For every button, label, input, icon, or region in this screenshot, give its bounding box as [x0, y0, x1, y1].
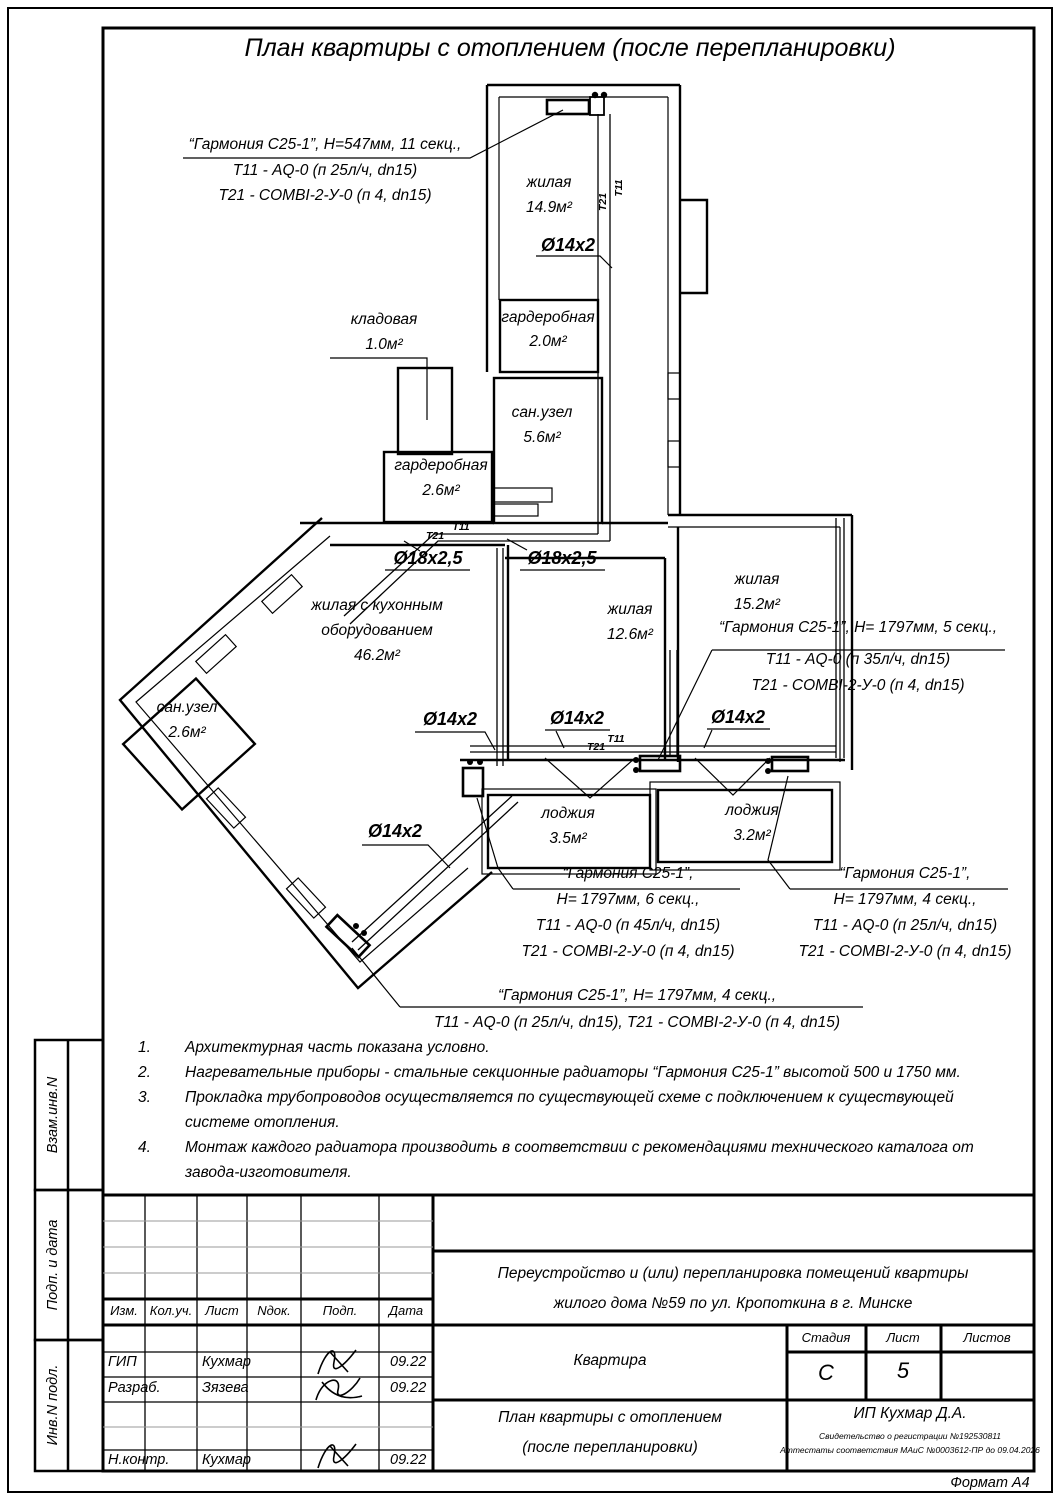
- stamp-project-line1: Переустройство и (или) перепланировка помещений квартиры: [497, 1265, 969, 1282]
- note-2-number: 2.: [138, 1064, 151, 1081]
- radiator-note-right5-line2: Т11 - AQ-0 (п 35л/ч, dn15): [765, 651, 951, 668]
- room-storage10-area: 1.0м²: [365, 336, 403, 353]
- room-ward26-name: гардеробная: [394, 457, 488, 474]
- stamp-sheets-label: Листов: [963, 1330, 1011, 1345]
- room-loggia32-name: лоджия: [725, 802, 779, 819]
- note-2-text: Нагревательные приборы - стальные секционные радиаторы “Гармония С25-1” высотой 500 и 1750 мм.: [185, 1064, 961, 1081]
- room-san26-area: 2.6м²: [168, 724, 206, 741]
- riser-tag-t21: Т21: [596, 192, 609, 212]
- stamp-sheet-value: 5: [896, 1358, 910, 1383]
- stamp-row-gip-name: Кухмар: [202, 1354, 251, 1370]
- note-4-line1: Монтаж каждого радиатора производить в соответствии с рекомендациями технического каталога от: [185, 1139, 974, 1156]
- radiator-note-right5-line1: “Гармония С25-1”, Н= 1797мм, 5 секц.,: [718, 619, 998, 636]
- stamp-row-nkontr-date: 09.22: [390, 1452, 427, 1468]
- note-1-text: Архитектурная часть показана условно.: [185, 1039, 490, 1056]
- pipe-label-d14-row1: Ø14x2: [422, 709, 478, 729]
- room-ward20-area: 2.0м²: [529, 333, 567, 350]
- room-ward20-name: гардеробная: [501, 309, 595, 326]
- stamp-col-ndok: Nдок.: [257, 1303, 291, 1318]
- note-3-number: 3.: [138, 1089, 151, 1106]
- stamp-stage-value: С: [818, 1360, 834, 1385]
- note-3-line2: системе отопления.: [185, 1114, 340, 1131]
- radiator-note-top-line2: Т11 - AQ-0 (п 25л/ч, dn15): [232, 162, 418, 179]
- radiator-note-right5-line3: Т21 - COMBI-2-У-0 (п 4, dn15): [751, 677, 965, 694]
- stamp-row-gip-role: ГИП: [108, 1354, 137, 1370]
- stamp-row-nkontr-role: Н.контр.: [108, 1452, 170, 1468]
- band-tag-t21: Т21: [425, 530, 445, 542]
- pipe-label-d14-top: Ø14x2: [540, 235, 596, 255]
- room-kitchen462-area: 46.2м²: [354, 647, 400, 664]
- room-ward26-area: 2.6м²: [422, 482, 460, 499]
- radiator-note-top-line3: Т21 - COMBI-2-У-0 (п 4, dn15): [218, 187, 432, 204]
- room-san56-name: сан.узел: [511, 404, 573, 421]
- stamp-drawing-line2: (после перепланировки): [522, 1439, 698, 1456]
- sheet-format: Формат А4: [950, 1475, 1030, 1491]
- stamp-row-razrab-name: Зязева: [202, 1380, 249, 1396]
- room-san56-area: 5.6м²: [523, 429, 561, 446]
- room-san26-name: сан.узел: [156, 699, 218, 716]
- radiator-note-bottom6-line2: Н= 1797мм, 6 секц.,: [556, 891, 700, 908]
- radiator-note-diag4-line1: “Гармония С25-1”, Н= 1797мм, 4 секц.,: [497, 987, 777, 1004]
- radiator-note-bottom6-line3: Т11 - AQ-0 (п 45л/ч, dn15): [535, 917, 721, 934]
- room-living126-name: жилая: [607, 601, 653, 618]
- room-kitchen462-line2: оборудованием: [321, 622, 433, 639]
- radiator-note-bottom4-line2: Н= 1797мм, 4 секц.,: [833, 891, 977, 908]
- note-3-line1: Прокладка трубопроводов осуществляется по существующей схеме с подключением к существующей: [185, 1089, 954, 1106]
- sheet-title: План квартиры с отоплением (после перепланировки): [244, 34, 896, 62]
- run-tag-t21: Т21: [586, 741, 606, 753]
- radiator-note-top-line1: “Гармония С25-1”, Н=547мм, 11 секц.,: [188, 136, 462, 153]
- riser-tag-t11: Т11: [612, 179, 625, 197]
- room-loggia32-area: 3.2м²: [733, 827, 771, 844]
- stamp-company-name: ИП Кухмар Д.А.: [853, 1405, 967, 1422]
- stamp-row-razrab-date: 09.22: [390, 1380, 427, 1396]
- side-stamp-vzam: Взам.инв.N: [44, 1076, 61, 1154]
- room-kitchen462-line1: жилая с кухонным: [311, 597, 443, 614]
- radiator-note-bottom4-line3: Т11 - AQ-0 (п 25л/ч, dn15): [812, 917, 998, 934]
- run-tag-t11: Т11: [607, 733, 625, 745]
- side-stamp-podp-data: Подп. и дата: [44, 1219, 61, 1311]
- room-living149-name: жилая: [526, 174, 572, 191]
- radiator-note-diag4-line2: Т11 - AQ-0 (п 25л/ч, dn15), Т21 - COMBI-2-У-0 (п 4, dn15): [433, 1014, 841, 1031]
- note-1-number: 1.: [138, 1039, 151, 1056]
- stamp-row-nkontr-name: Кухмар: [202, 1452, 251, 1468]
- pipe-label-d14-row2: Ø14x2: [549, 708, 605, 728]
- pipe-label-d14-row3: Ø14x2: [710, 707, 766, 727]
- stamp-row-razrab-role: Разраб.: [108, 1380, 161, 1396]
- stamp-col-data: Дата: [388, 1303, 424, 1318]
- stamp-row-gip-date: 09.22: [390, 1354, 427, 1370]
- band-tag-t11: Т11: [452, 521, 470, 533]
- radiator-note-bottom4-line1: “Гармония С25-1”,: [839, 865, 971, 882]
- room-living152-name: жилая: [734, 571, 780, 588]
- side-stamp-inv: Инв.N подл.: [44, 1364, 61, 1446]
- radiator-note-bottom6-line1: “Гармония С25-1”,: [562, 865, 694, 882]
- stamp-sheet-label: Лист: [886, 1330, 920, 1345]
- note-4-line2: завода-изготовителя.: [185, 1164, 352, 1181]
- room-living149-area: 14.9м²: [526, 199, 572, 216]
- stamp-stage-label: Стадия: [801, 1330, 851, 1345]
- pipe-label-d18-left: Ø18x2,5: [393, 548, 463, 568]
- radiator-note-bottom6-line4: Т21 - COMBI-2-У-0 (п 4, dn15): [521, 943, 735, 960]
- room-living126-area: 12.6м²: [607, 626, 653, 643]
- stamp-object: Квартира: [573, 1352, 647, 1369]
- pipe-label-d18-right: Ø18x2,5: [527, 548, 597, 568]
- stamp-col-list: Лист: [205, 1303, 239, 1318]
- stamp-col-podp: Подп.: [322, 1303, 358, 1318]
- stamp-drawing-line1: План квартиры с отоплением: [498, 1409, 722, 1426]
- stamp-col-koluch: Кол.уч.: [149, 1303, 193, 1318]
- radiator-note-bottom4-line4: Т21 - COMBI-2-У-0 (п 4, dn15): [798, 943, 1012, 960]
- stamp-col-izm: Изм.: [110, 1303, 138, 1318]
- pipe-label-d14-diag: Ø14x2: [367, 821, 423, 841]
- stamp-project-line2: жилого дома №59 по ул. Кропоткина в г. Минске: [553, 1295, 913, 1312]
- room-loggia35-area: 3.5м²: [549, 830, 587, 847]
- room-living152-area: 15.2м²: [734, 596, 780, 613]
- note-4-number: 4.: [138, 1139, 151, 1156]
- room-storage10-name: кладовая: [350, 311, 418, 328]
- stamp-company-cert2: Аттестаты соответствия МАиС №0003612-ПР до 09.04.2026: [780, 1445, 1040, 1455]
- stamp-company-cert1: Свидетельство о регистрации №192530811: [818, 1431, 1002, 1441]
- room-loggia35-name: лоджия: [541, 805, 595, 822]
